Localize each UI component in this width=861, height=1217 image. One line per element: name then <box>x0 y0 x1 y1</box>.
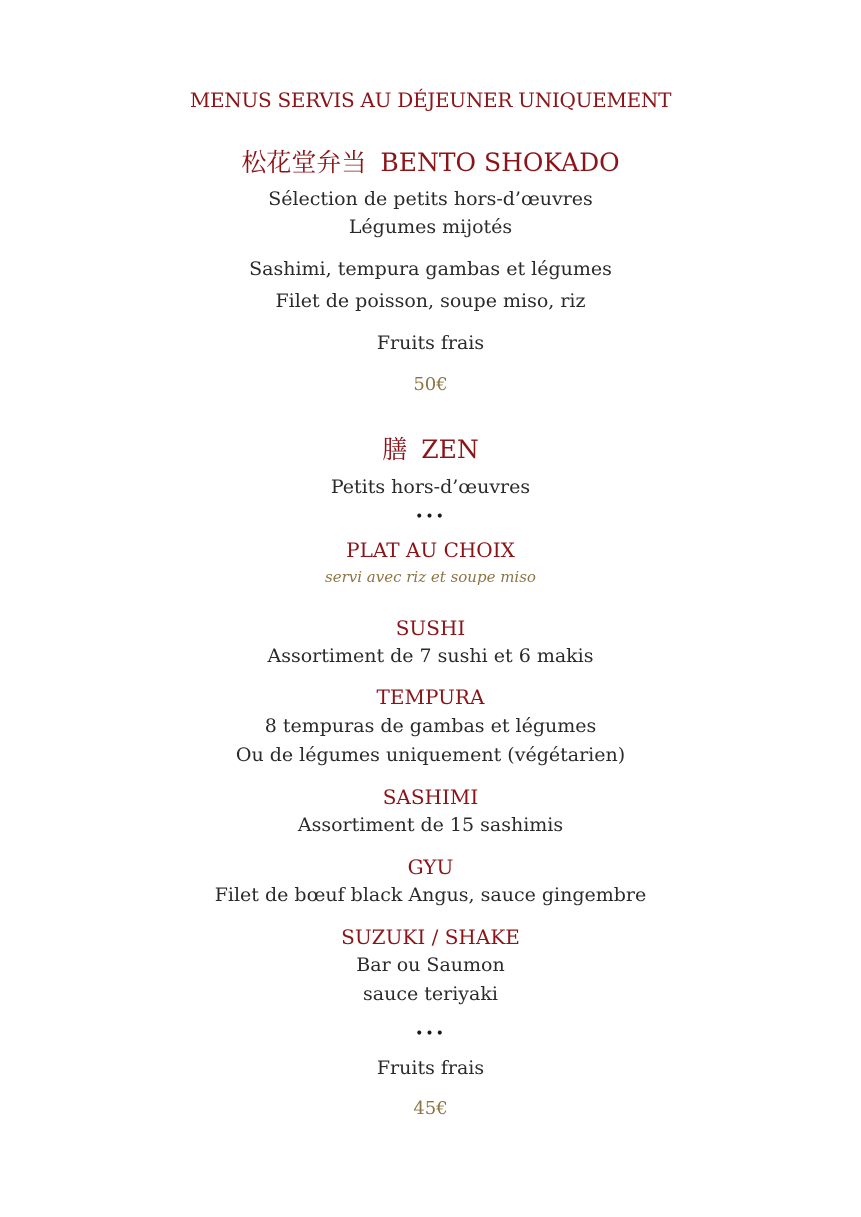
bento-title-row <box>0 150 861 175</box>
dish-desc-sashimi: Assortiment de 15 sashimis <box>297 814 564 836</box>
dish-desc-suzuki-2: sauce teriyaki <box>363 983 498 1005</box>
zen-title: ZEN <box>421 435 479 464</box>
dish-name-sushi: SUSHI <box>395 616 466 640</box>
dish-desc-tempura-1: 8 tempuras de gambas et légumes <box>264 715 597 737</box>
dish-desc-tempura-2: Ou de légumes uniquement (végétarien) <box>235 744 626 766</box>
zen-kanji: 膳 <box>382 435 408 464</box>
separator-dots-2: ••• <box>415 1026 446 1042</box>
zen-price: 45€ <box>413 1098 448 1119</box>
bento-line-5: Fruits frais <box>376 332 485 354</box>
bento-line-2: Légumes mijotés <box>348 216 513 238</box>
choice-note: servi avec riz et soupe miso <box>325 568 536 586</box>
bento-line-3: Sashimi, tempura gambas et légumes <box>249 258 612 280</box>
zen-title-row <box>0 437 861 462</box>
choice-title: PLAT AU CHOIX <box>346 538 515 562</box>
page-header: MENUS SERVIS AU DÉJEUNER UNIQUEMENT <box>189 88 672 112</box>
dish-name-tempura: TEMPURA <box>376 685 485 709</box>
dish-name-sashimi: SASHIMI <box>382 785 479 809</box>
bento-kanji: 松花堂弁当 <box>241 148 367 177</box>
bento-line-4: Filet de poisson, soupe miso, riz <box>275 290 586 312</box>
zen-dessert: Fruits frais <box>376 1057 485 1079</box>
dish-name-gyu: GYU <box>407 855 454 879</box>
dish-desc-sushi: Assortiment de 7 sushi et 6 makis <box>267 645 594 667</box>
dish-desc-gyu: Filet de bœuf black Angus, sauce gingembre <box>214 884 647 906</box>
dish-name-suzuki-shake: SUZUKI / SHAKE <box>341 925 520 949</box>
bento-price: 50€ <box>413 374 448 395</box>
separator-dots: ••• <box>415 509 446 525</box>
bento-line-1: Sélection de petits hors-d’œuvres <box>268 188 593 210</box>
bento-title: BENTO SHOKADO <box>380 148 620 177</box>
zen-starter: Petits hors-d’œuvres <box>330 476 531 498</box>
dish-desc-suzuki-1: Bar ou Saumon <box>356 954 505 976</box>
